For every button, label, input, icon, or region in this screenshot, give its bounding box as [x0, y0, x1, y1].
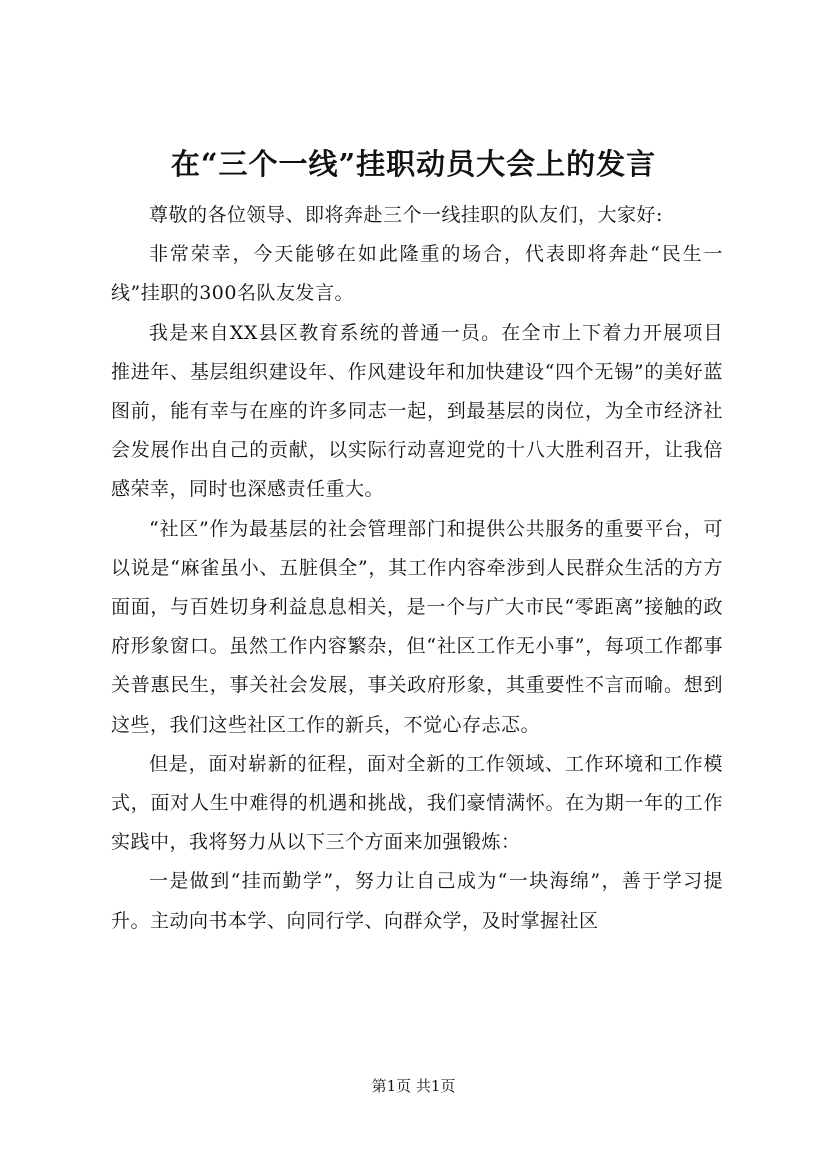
document-body [111, 196, 723, 941]
document-title: 在“三个一线”挂职动员大会上的发言 [170, 147, 657, 181]
paragraph-community: “社区”作为最基层的社会管理部门和提供公共服务的重要平台，可以说是“麻雀虽小、五脏俱全”，其工作内容牵涉到人民群众生活的方方面面，与百姓切身利益息息相关，是一个与广大市民“零距离”接触的政府形象窗口。虽然工作内容繁杂，但“社区工作无小事”，每项工作都事关普惠民生，事关社会发展，事关政府形象，其重要性不言而喻。想到这些，我们这些社区工作的新兵，不觉心存忐忑。 [111, 517, 723, 736]
paragraph-opening: 非常荣幸，今天能够在如此隆重的场合，代表即将奔赴“民生一线”挂职的300名队友发言。 [111, 243, 723, 305]
paragraph-challenge: 但是，面对崭新的征程，面对全新的工作领域、工作环境和工作模式，面对人生中难得的机遇和挑战，我们豪情满怀。在为期一年的工作实践中，我将努力从以下三个方面来加强锻炼： [111, 752, 723, 854]
paragraph-introduction: 我是来自XX县区教育系统的普通一员。在全市上下着力开展项目推进年、基层组织建设年、作风建设年和加快建设“四个无锡”的美好蓝图前，能有幸与在座的许多同志一起，到最基层的岗位，为全市经济社会发展作出自己的贡献，以实际行动喜迎党的十八大胜利召开，让我倍感荣幸，同时也深感责任重大。 [111, 321, 723, 501]
paragraph-point-one: 一是做到“挂而勤学”，努力让自己成为“一块海绵”，善于学习提升。主动向书本学、向同行学、向群众学，及时掌握社区 [111, 870, 723, 932]
paragraph-greeting: 尊敬的各位领导、即将奔赴三个一线挂职的队友们，大家好: [149, 204, 663, 226]
page-footer: 第1页 共1页 [371, 1077, 456, 1095]
